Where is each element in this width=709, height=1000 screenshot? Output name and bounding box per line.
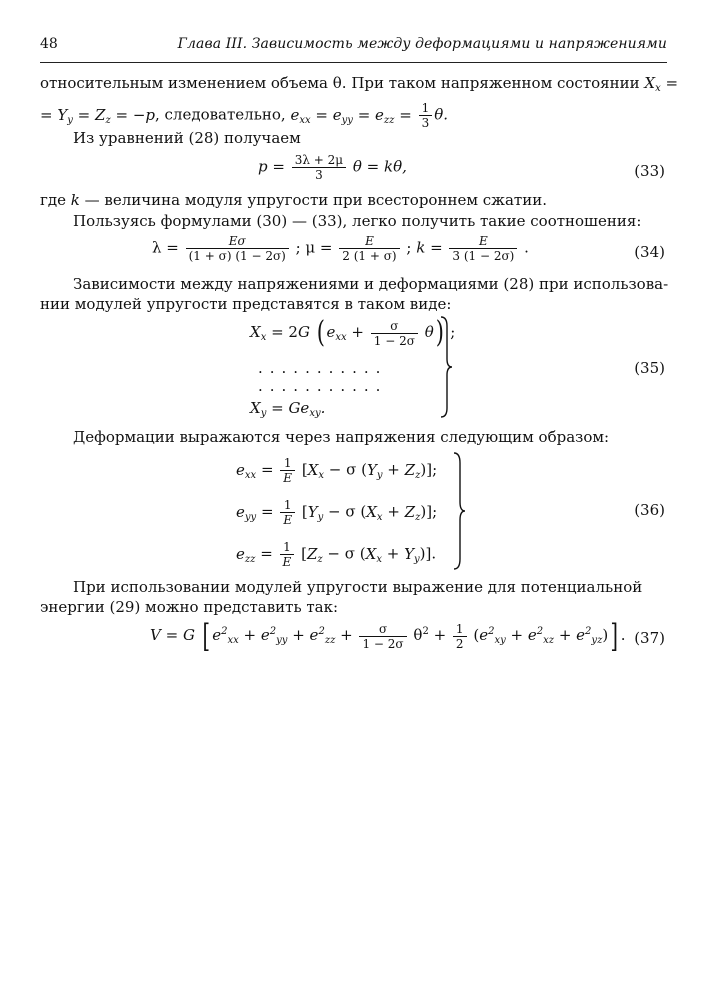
fraction: $\frac{1}{3}$ (419, 101, 433, 130)
equation-36-row: $e_{xx}$ = $\frac{1}{E}$ [$X_x - \sigma$ $(Y_y + Z_z)$]; (236, 456, 438, 485)
math-inline: k (70, 191, 80, 209)
text-run: , следовательно, (155, 105, 286, 124)
right-brace (451, 452, 467, 570)
paragraph-line: Пользуясь формулами (30) — (33), легко получить такие соотношения: (73, 212, 642, 230)
equation-36-row: $e_{zz}$ = $\frac{1}{E}$ [$Z_z - \sigma$ $(X_x + Y_y)$]. (236, 540, 437, 569)
equation-35-row: $X_x = 2G$ ( $e_{xx}$ + $\frac{\sigma}{1 - 2\sigma}$ θ) ; (250, 315, 456, 350)
equation-number: (33) (634, 162, 665, 180)
dots-row: ........... (258, 359, 388, 377)
equation-number: (36) (634, 501, 665, 519)
dots-row: ........... (258, 377, 388, 395)
equation-37: V = G [ $e^2_{xx} + e^2_{yy} + e^2_{zz}$ + $\frac{\sigma}{1 - 2\sigma}$ $\theta^2$ + $\frac{1}{2}$ $(e^2_{xy} + e^2_{xz} + e^2_{yz})$] . (150, 617, 626, 655)
equation-number: (34) (634, 243, 665, 261)
equation-35-row: $X_y = Ge_{xy}$. (250, 399, 326, 419)
paragraph-line: = $Y_y = Z_z = -p$, следовательно, $e_{xx} = e_{yy} = e_{zz}$ = $\frac{1}{3}$ θ. (40, 101, 449, 130)
equation-number: (35) (634, 359, 665, 377)
paragraph-line: нии модулей упругости представятся в таком виде: (40, 295, 452, 313)
paragraph-line: энергии (29) можно представить так: (40, 598, 339, 616)
page-number: 48 (40, 36, 58, 52)
equation-34: λ = $\frac{E\sigma}{(1 + \sigma) (1 - 2\sigma)}$ ; μ = $\frac{E}{2 (1 + \sigma)}$ ; k = $\frac{E}{3 (1 - 2\sigma)}$ . (152, 234, 529, 263)
running-header: Глава III. Зависимость между деформациями и напряжениями (177, 36, 667, 52)
paragraph-line: Деформации выражаются через напряжения следующим образом: (73, 428, 610, 446)
paragraph-line: Зависимости между напряжениями и деформациями (28) при использова- (73, 275, 669, 293)
equation-number: (37) (634, 629, 665, 647)
math-inline: $e_{xx} = e_{yy} = e_{zz}$ = (290, 105, 412, 126)
math-inline: = $Y_y = Z_z = -p$ (40, 105, 155, 126)
text-run: — величина модуля упругости при всестороннем сжатии. (84, 191, 547, 209)
paragraph-line (40, 74, 678, 92)
text-run: относительным изменением объема θ. При таком напряженном состоянии (40, 74, 640, 92)
right-brace (438, 316, 454, 418)
equation-36-row: $e_{yy}$ = $\frac{1}{E}$ [$Y_y - \sigma$ $(X_x + Z_z)$]; (236, 498, 438, 527)
equation-33: p = $\frac{3\lambda + 2\mu}{3}$ θ = kθ, (258, 153, 407, 182)
header-rule (40, 62, 667, 63)
text-run: где (40, 191, 66, 209)
paragraph-line (40, 191, 547, 209)
math-inline: $X_x$ = (644, 74, 679, 94)
paragraph-line: Из уравнений (28) получаем (73, 129, 301, 147)
paragraph-line: При использовании модулей упругости выражение для потенциальной (73, 578, 643, 596)
